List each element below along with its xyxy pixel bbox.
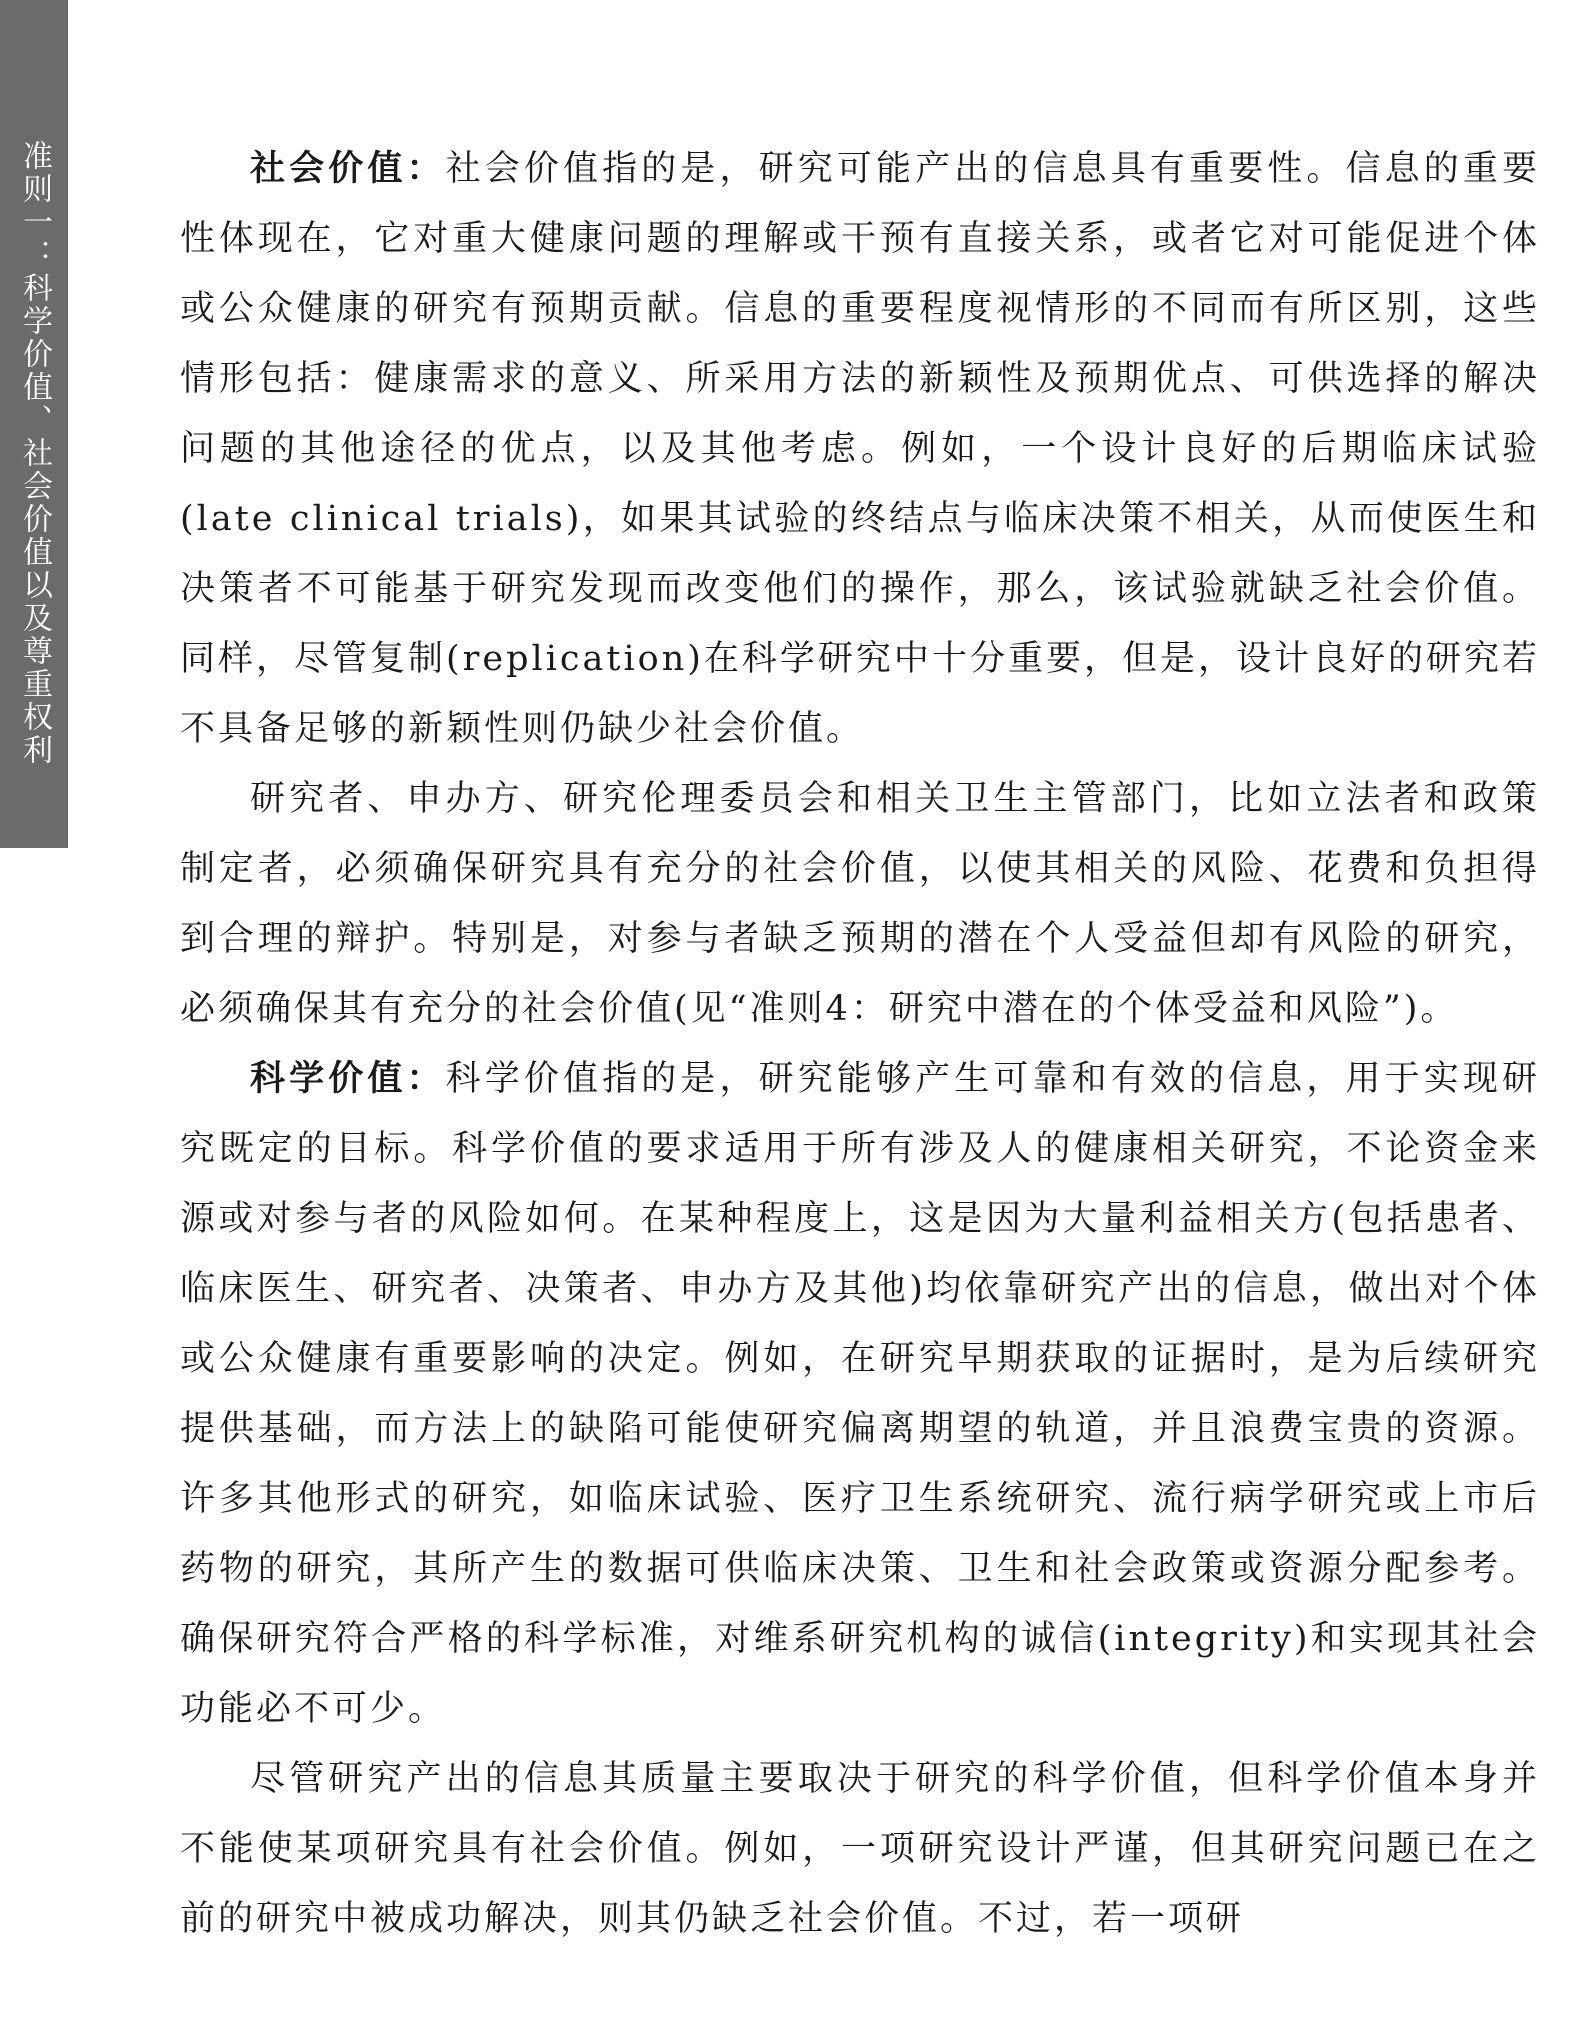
paragraph-text: 科学价值指的是，研究能够产生可靠和有效的信息，用于实现研究既定的目标。科学价值的要求适用于所有涉及人的健康相关研究，不论资金来源或对参与者的风险如何。在某种程度上，这是因为大量利益相关方(包括患者、临床医生、研究者、决策者、申办方及其他)均依靠研究产出的信息，做出对个体或公众健康有重要影响的决定。例如，在研究早期获取的证据时，是为后续研究提供基础，而方法上的缺陷可能使研究偏离期望的轨道，并且浪费宝贵的资源。许多其他形式的研究，如临床试验、医疗卫生系统研究、流行病学研究或上市后药物的研究，其所产生的数据可供临床决策、卫生和社会政策或资源分配参考。确保研究符合严格的科学标准，对维系研究机构的诚信(integrity)和实现其社会功能必不可少。: [180, 1059, 1540, 1729]
paragraph-social-value: [180, 134, 1540, 764]
paragraph-text: 研究者、申办方、研究伦理委员会和相关卫生主管部门，比如立法者和政策制定者，必须确保研究具有充分的社会价值，以使其相关的风险、花费和负担得到合理的辩护。特别是，对参与者缺乏预期的潜在个人受益但却有风险的研究，必须确保其有充分的社会价值(见“准则4：研究中潜在的个体受益和风险”)。: [180, 779, 1540, 1029]
chapter-side-tab: [0, 0, 68, 848]
chapter-side-tab-label: 准则一：科学价值、社会价值以及尊重权利: [17, 140, 52, 767]
paragraph-quality: [180, 1744, 1540, 1954]
paragraph-text: 社会价值指的是，研究可能产出的信息具有重要性。信息的重要性体现在，它对重大健康问题的理解或干预有直接关系，或者它对可能促进个体或公众健康的研究有预期贡献。信息的重要程度视情形的不同而有所区别，这些情形包括：健康需求的意义、所采用方法的新颖性及预期优点、可供选择的解决问题的其他途径的优点，以及其他考虑。例如，一个设计良好的后期临床试验(late clinical trials)，如果其试验的终结点与临床决策不相关，从而使医生和决策者不可能基于研究发现而改变他们的操作，那么，该试验就缺乏社会价值。同样，尽管复制(replication)在科学研究中十分重要，但是，设计良好的研究若不具备足够的新颖性则仍缺少社会价值。: [180, 149, 1540, 749]
paragraph-lead: 社会价值：: [250, 148, 446, 189]
paragraph-stakeholders: [180, 764, 1540, 1044]
paragraph-text: 尽管研究产出的信息其质量主要取决于研究的科学价值，但科学价值本身并不能使某项研究具有社会价值。例如，一项研究设计严谨，但其研究问题已在之前的研究中被成功解决，则其仍缺乏社会价值。不过，若一项研: [180, 1759, 1540, 1939]
paragraph-lead: 科学价值：: [250, 1058, 446, 1099]
paragraph-scientific-value: [180, 1044, 1540, 1744]
page-body: [180, 134, 1540, 1954]
